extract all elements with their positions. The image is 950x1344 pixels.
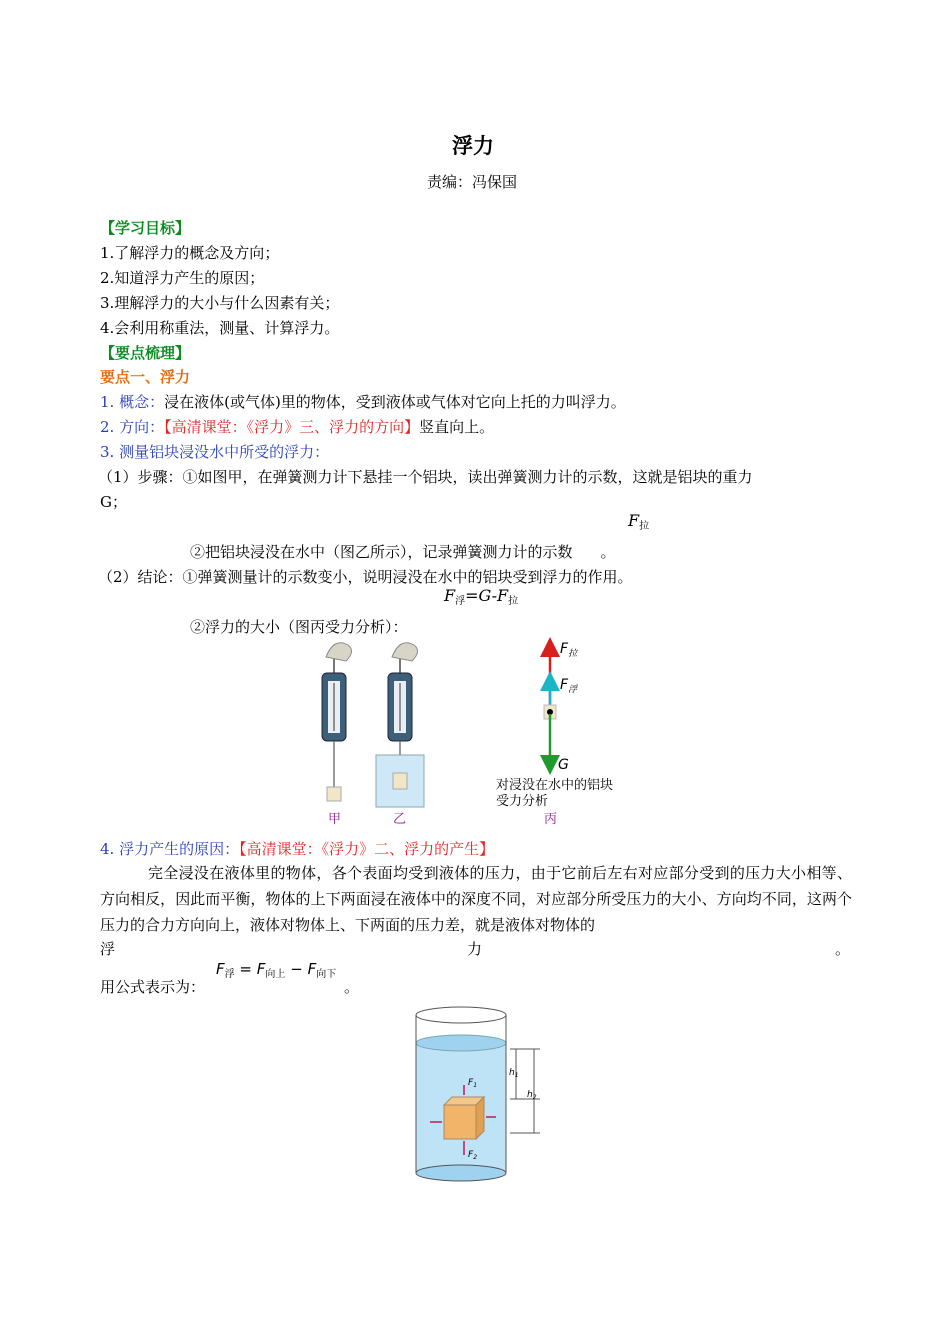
formula-intro: 用公式表示为： — [100, 978, 206, 996]
label-yi: 乙 — [393, 812, 407, 827]
concept-text: 浸在液体(或气体)里的物体，受到液体或气体对它向上托的力叫浮力。 — [164, 393, 626, 411]
cause-heading — [100, 838, 494, 860]
goals-heading: 【学习目标】 — [100, 219, 191, 237]
cube-in-liquid-figure — [410, 1005, 550, 1185]
formula-end: 。 — [344, 978, 360, 996]
point1-heading: 要点一、浮力 — [100, 368, 191, 386]
step1-line2: G； — [100, 493, 127, 511]
concept-line — [100, 391, 626, 413]
spring-scale-yi — [376, 643, 424, 807]
goal-item: 2.知道浮力产生的原因； — [100, 269, 265, 287]
svg-text:对浸没在水中的铝块: 对浸没在水中的铝块 — [496, 778, 614, 793]
goal-item: 1.了解浮力的概念及方向； — [100, 244, 280, 262]
para-tail-2: 力 — [467, 940, 483, 958]
goal-item: 3.理解浮力的大小与什么因素有关； — [100, 294, 340, 312]
step1-line1: （1）步骤：①如图甲，在弹簧测力计下悬挂一个铝块，读出弹簧测力计的示数，这就是铝块的重力 — [98, 468, 753, 486]
svg-text:F1: $F_1$ — [468, 1078, 478, 1089]
svg-text:h2: $h_2$ — [527, 1090, 537, 1101]
label-jia: 甲 — [328, 812, 342, 827]
direction-label: 2. 方向： — [100, 418, 165, 436]
editor-line: 责编：冯保国 — [427, 173, 518, 191]
page-title: 浮力 — [452, 134, 494, 158]
svg-text:F浮: $F_浮$ — [560, 677, 578, 695]
force-diagram-bing — [496, 641, 613, 809]
conclusion-formula: $F_浮=G-F_拉$ — [444, 586, 519, 607]
cause-paragraph: 完全浸没在液体里的物体，各个表面均受到液体的压力，由于它前后左右对应部分受到的压力大小相等、方向相反，因此而平衡，物体的上下两面浸在液体中的深度不同，对应部分所受压力的大小、方向均不同，这两个压力的合力方向向上，液体对物体上、下两面的压力差，就是液体对物体的 — [100, 864, 852, 934]
spring-scale-figure — [300, 635, 660, 830]
step2-text: ②把铝块浸没在水中（图乙所示），记录弹簧测力计的示数 — [190, 543, 573, 561]
points-heading: 【要点梳理】 — [100, 344, 191, 362]
direction-line — [100, 416, 494, 438]
formula-f-la: $F_拉$ — [628, 511, 650, 532]
svg-text:受力分析: 受力分析 — [496, 794, 549, 809]
pressure-formula: $F_浮 = F_{向上} - F_{向下}$ — [216, 960, 337, 980]
step2-line: ②把铝块浸没在水中（图乙所示），记录弹簧测力计的示数 。 — [190, 543, 616, 561]
svg-text:F2: $F_2$ — [468, 1150, 478, 1161]
para-tail-1: 浮 — [100, 940, 116, 958]
svg-text:h1: $h_1$ — [509, 1068, 519, 1079]
svg-text:G: G — [558, 757, 569, 773]
spring-scale-jia — [322, 643, 352, 801]
measure-heading: 3. 测量铝块浸没水中所受的浮力： — [100, 443, 330, 461]
label-bing: 丙 — [544, 812, 558, 827]
goal-item: 4.会利用称重法，测量、计算浮力。 — [100, 319, 340, 337]
conclusion-line: （2）结论：①弹簧测量计的示数变小，说明浸没在水中的铝块受到浮力的作用。 — [98, 568, 633, 586]
para-tail-3: 。 — [835, 940, 851, 958]
svg-text:F拉: $F_拉$ — [560, 641, 578, 659]
direction-link[interactable]: 【高清课堂：《浮力》三、浮力的方向】 — [164, 418, 420, 436]
conclusion-line2: ②浮力的大小（图丙受力分析）： — [190, 618, 408, 636]
concept-label: 1. 概念： — [100, 393, 165, 411]
cause-link[interactable]: 【高清课堂：《浮力》二、浮力的产生】 — [239, 840, 495, 858]
direction-text: 竖直向上。 — [419, 418, 495, 436]
cause-label: 4. 浮力产生的原因： — [100, 840, 240, 858]
